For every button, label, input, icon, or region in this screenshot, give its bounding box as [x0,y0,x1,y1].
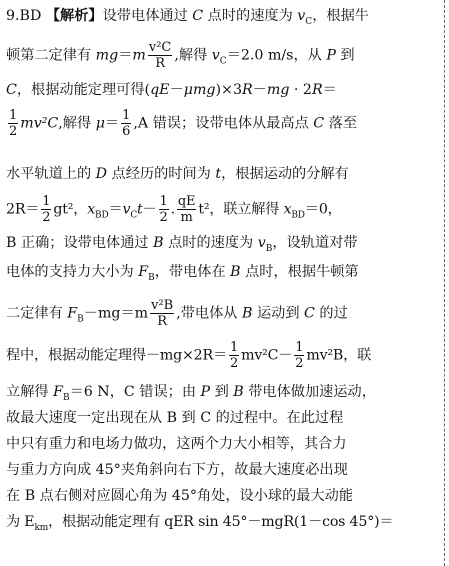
text-line-4: $\frac{1}{2}$ mv²C,解得 μ＝ $\frac{1}{6}$ ,A 错误；设带电体从最高点 C 落至 [9,108,358,139]
text-line-3: C，根据动能定理可得(qE－μmg)×3R－mg · 2R＝ [6,82,337,98]
text-line-15: 在 B 点右侧对应圆心角为 45°角处，设小球的最大动能 [6,488,354,504]
fraction: $\frac{1}{2}$ [229,340,239,371]
text-line-13: 中只有重力和电场力做功，这两个力大小相等，其合力 [6,436,347,452]
question-number: 9.BD [6,8,46,24]
text-line-8: 电体的支持力大小为 $F_B$，带电体在 B 点时，根据牛顿第 [6,264,359,283]
fraction: $\frac{1}{2}$ [159,194,168,225]
text-line-1: 9.BD 【解析】设带电体通过 C 点时的速度为 $v_C$，根据牛 [6,8,369,27]
fraction: $\frac{\text{v²B}}{R}$ [151,298,174,329]
fraction: $\frac{qE}{m}$ [177,194,196,225]
text-line-2: 顿第二定律有 mg＝m $\frac{\text{v²C}}{R}$ ,解得 $v_C=2.0$ m/s，从 P 到 [6,40,355,71]
text-line-6: 2R＝ $\frac{1}{2}$ gt²，$x_{BD}=v_Ct-$ $\frac{1}{2}$ . $\frac{qE}{m}$ t²，联立解得 $x_{BD}=0$， [6,194,342,225]
text-line-7: B 正确；设带电体通过 B 点时的速度为 $v_B$，设轨道对带 [6,235,358,254]
text-line-5: 水平轨道上的 D 点经历的时间为 t，根据运动的分解有 [6,166,349,182]
text-line-16: 为 $E_{km}$，根据动能定理有 qER sin 45°－mgR(1－cos 45°)＝ [6,514,394,533]
text-line-12: 故最大速度一定出现在从 B 到 C 的过程中。在此过程 [6,410,344,426]
fraction: $\frac{1}{6}$ [122,108,131,139]
fraction: $\frac{\text{v²C}}{R}$ [148,40,172,71]
fraction: $\frac{1}{2}$ [9,108,18,139]
dashed-margin-rule [444,0,445,566]
text-line-14: 与重力方向成 45°夹角斜向右下方，故最大速度必出现 [6,462,348,478]
text-line-10: 程中，根据动能定理得－mg×2R＝ $\frac{1}{2}$ mv²C－ $\frac{1}{2}$ mv²B，联 [6,340,372,371]
text-line-11: 立解得 $F_B=6$ N，C 错误；由 P 到 B 带电体做加速运动， [6,384,376,403]
fraction: $\frac{1}{2}$ [42,194,51,225]
fraction: $\frac{1}{2}$ [295,340,304,371]
analysis-tag: 【解析】 [45,8,103,24]
text-line-9: 二定律有 $F_B-mg=m$ $\frac{\text{v²B}}{R}$ ,带电体从 B 运动到 C 的过 [6,298,348,329]
